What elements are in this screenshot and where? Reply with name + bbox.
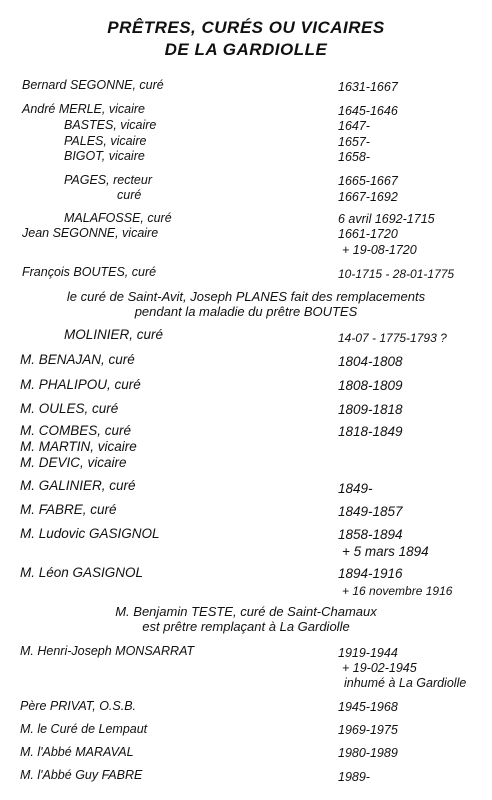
entry-date: 1858-1894 (338, 527, 403, 542)
entry-date: 1989- (338, 770, 370, 784)
entry-date: + 19-02-1945 (342, 661, 417, 675)
entry-date: 1804-1808 (338, 354, 403, 369)
entry-name: Bernard SEGONNE, curé (22, 78, 164, 92)
entry-name: BIGOT, vicaire (64, 149, 145, 163)
entry-date: 1647- (338, 119, 370, 133)
entry-date: + 16 novembre 1916 (342, 584, 453, 598)
entry-date: 1894-1916 (338, 566, 403, 581)
entry-name: M. l'Abbé MARAVAL (20, 745, 134, 759)
entry-name: M. OULES, curé (20, 401, 119, 416)
entry-name: M. l'Abbé Guy FABRE (20, 768, 143, 782)
note-line: est prêtre remplaçant à La Gardiolle (142, 619, 350, 634)
entry-name: M. COMBES, curé (20, 423, 132, 438)
entry-date: 1980-1989 (338, 746, 398, 760)
entry-date: 1969-1975 (338, 723, 398, 737)
entry-name: MALAFOSSE, curé (64, 211, 172, 225)
entry-name: M. DEVIC, vicaire (20, 455, 127, 470)
entry-name: M. FABRE, curé (20, 502, 117, 517)
entry-date: 1631-1667 (338, 80, 398, 94)
note-line: M. Benjamin TESTE, curé de Saint-Chamaux (115, 604, 377, 619)
entry-name: PAGES, recteur (64, 173, 152, 187)
entry-date: 1661-1720 (338, 227, 398, 241)
entry-date: 1667-1692 (338, 190, 398, 204)
entry-name: M. Léon GASIGNOL (20, 565, 144, 580)
entry-date: 6 avril 1692-1715 (338, 212, 435, 226)
entry-date: 1809-1818 (338, 402, 403, 417)
entry-name: MOLINIER, curé (64, 327, 164, 342)
entry-date: + 5 mars 1894 (342, 544, 429, 559)
page-title-line2: DE LA GARDIOLLE (164, 40, 328, 59)
entry-date: 1645-1646 (338, 104, 398, 118)
entry-name: M. le Curé de Lempaut (20, 722, 148, 736)
note-line: pendant la maladie du prêtre BOUTES (134, 304, 358, 319)
entry-name: M. MARTIN, vicaire (20, 439, 137, 454)
entry-date: + 19-08-1720 (342, 243, 417, 257)
entry-name: M. GALINIER, curé (20, 478, 136, 493)
entry-date: 1658- (338, 150, 370, 164)
entry-name: PALES, vicaire (64, 134, 147, 148)
entry-date: 1919-1944 (338, 646, 398, 660)
entry-name: curé (117, 188, 142, 202)
entry-date: 1665-1667 (338, 174, 398, 188)
entry-name: M. BENAJAN, curé (20, 352, 135, 367)
entry-name: BASTES, vicaire (64, 118, 157, 132)
entry-date: 1849-1857 (338, 504, 403, 519)
entry-date: 1657- (338, 135, 370, 149)
entry-date: 1818-1849 (338, 424, 403, 439)
entry-date: 1808-1809 (338, 378, 403, 393)
entry-name: François BOUTES, curé (22, 265, 157, 279)
entry-name: M. Ludovic GASIGNOL (20, 526, 160, 541)
entry-date: 10-1715 - 28-01-1775 (338, 267, 455, 281)
entry-date: 1945-1968 (338, 700, 398, 714)
entry-name: M. Henri-Joseph MONSARRAT (20, 644, 195, 658)
entry-date: 14-07 - 1775-1793 ? (338, 331, 447, 345)
note-line: le curé de Saint-Avit, Joseph PLANES fait des remplacements (66, 289, 426, 304)
entry-name: Père PRIVAT, O.S.B. (20, 699, 137, 713)
page-title-line1: PRÊTRES, CURÉS OU VICAIRES (107, 18, 385, 37)
entry-name: André MERLE, vicaire (22, 102, 145, 116)
entry-name: Jean SEGONNE, vicaire (22, 226, 159, 240)
entry-name: M. PHALIPOU, curé (20, 377, 141, 392)
entry-date: 1849- (338, 481, 373, 496)
entry-date: inhumé à La Gardiolle (344, 676, 467, 690)
